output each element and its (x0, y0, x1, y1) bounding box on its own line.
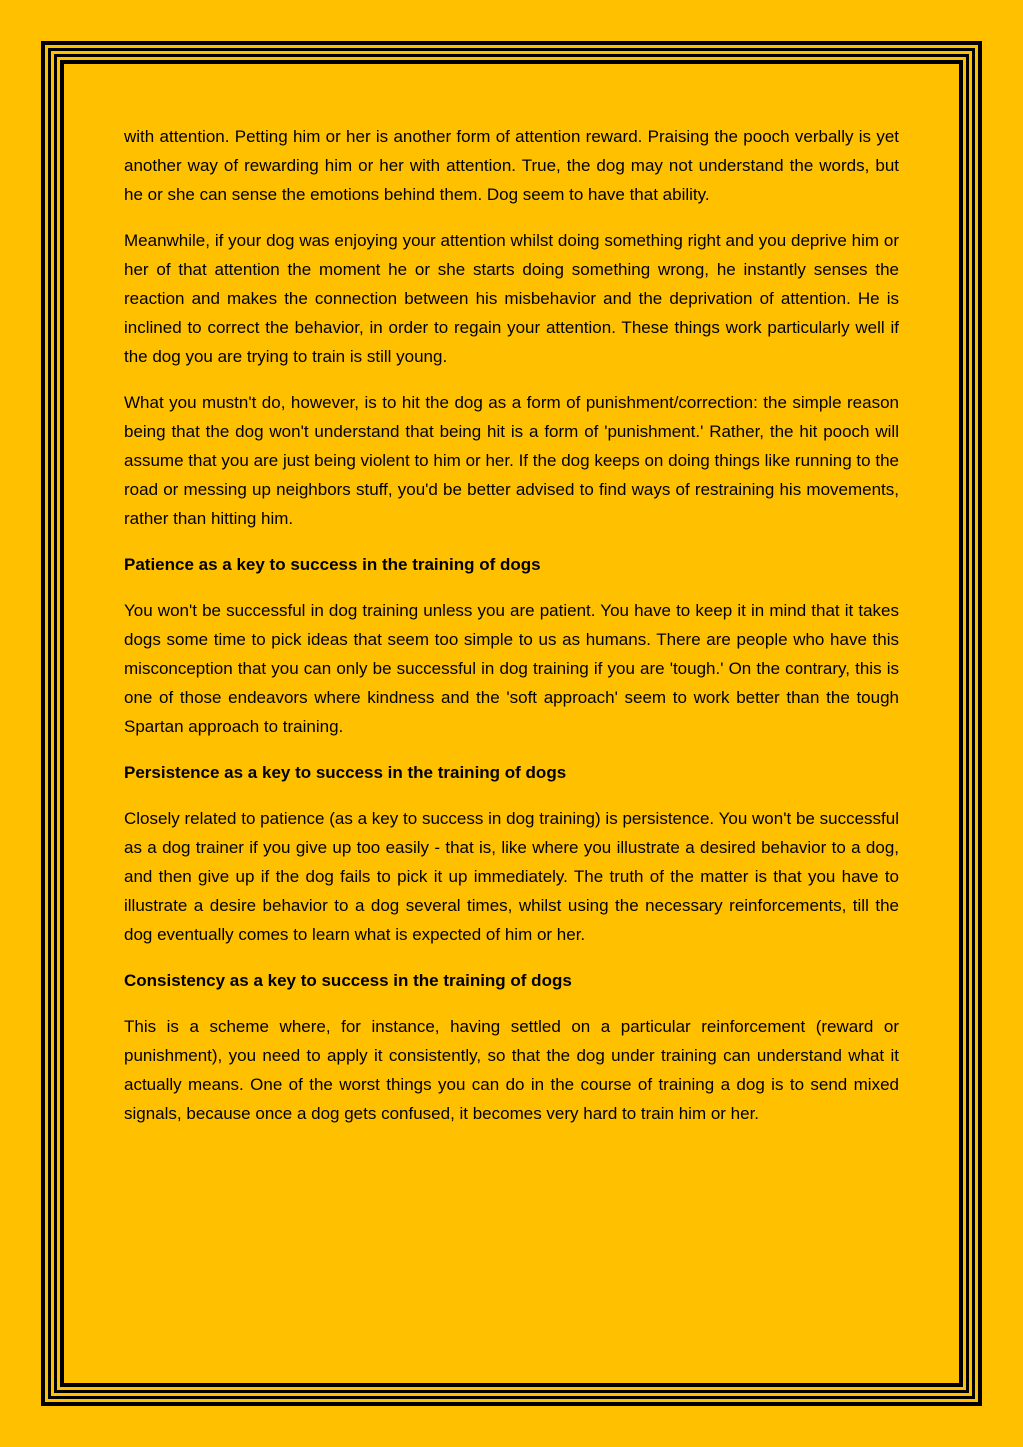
paragraph-patience: You won't be successful in dog training unless you are patient. You have to keep it in mind that it takes dogs some time to pick ideas that seem too simple to us as humans. There are people who have this misconception that you can only be successful in dog training if you are 'tough.' On the contrary, this is one of those endeavors where kindness and the 'soft approach' seem to work better than the tough Spartan approach to training. (124, 601, 899, 736)
heading-consistency: Consistency as a key to success in the training of dogs (124, 971, 572, 990)
paragraph-attention-reward: with attention. Petting him or her is another form of attention reward. Praising the pooch verbally is yet another way of rewarding him or her with attention. True, the dog may not understand the words, but he or she can sense the emotions behind them. Dog seem to have that ability. (124, 127, 899, 204)
paragraph-do-not-hit: What you mustn't do, however, is to hit the dog as a form of punishment/correction: the simple reason being that the dog won't understand that being hit is a form of 'punishment.' Rather, the hit pooch will assume that you are just being violent to him or her. If the dog keeps on doing things like running to the road or messing up neighbors stuff, you'd be better advised to find ways of restraining his movements, rather than hitting him. (124, 393, 899, 528)
document-body (124, 122, 899, 1145)
paragraph-persistence: Closely related to patience (as a key to success in dog training) is persistence. You won't be successful as a dog trainer if you give up too easily - that is, like where you illustrate a desired behavior to a dog, and then give up if the dog fails to pick it up immediately. The truth of the matter is that you have to illustrate a desire behavior to a dog several times, whilst using the necessary reinforcements, till the dog eventually comes to learn what is expected of him or her. (124, 809, 899, 944)
paragraph-consistency: This is a scheme where, for instance, having settled on a particular reinforcement (reward or punishment), you need to apply it consistently, so that the dog under training can understand what it actually means. One of the worst things you can do in the course of training a dog is to send mixed signals, because once a dog gets confused, it becomes very hard to train him or her. (124, 1017, 899, 1123)
paragraph-deprivation-of-attention: Meanwhile, if your dog was enjoying your attention whilst doing something right and you deprive him or her of that attention the moment he or she starts doing something wrong, he instantly senses the reaction and makes the connection between his misbehavior and the deprivation of attention. He is inclined to correct the behavior, in order to regain your attention. These things work particularly well if the dog you are trying to train is still young. (124, 231, 899, 366)
heading-patience: Patience as a key to success in the training of dogs (124, 555, 541, 574)
heading-persistence: Persistence as a key to success in the training of dogs (124, 763, 567, 782)
